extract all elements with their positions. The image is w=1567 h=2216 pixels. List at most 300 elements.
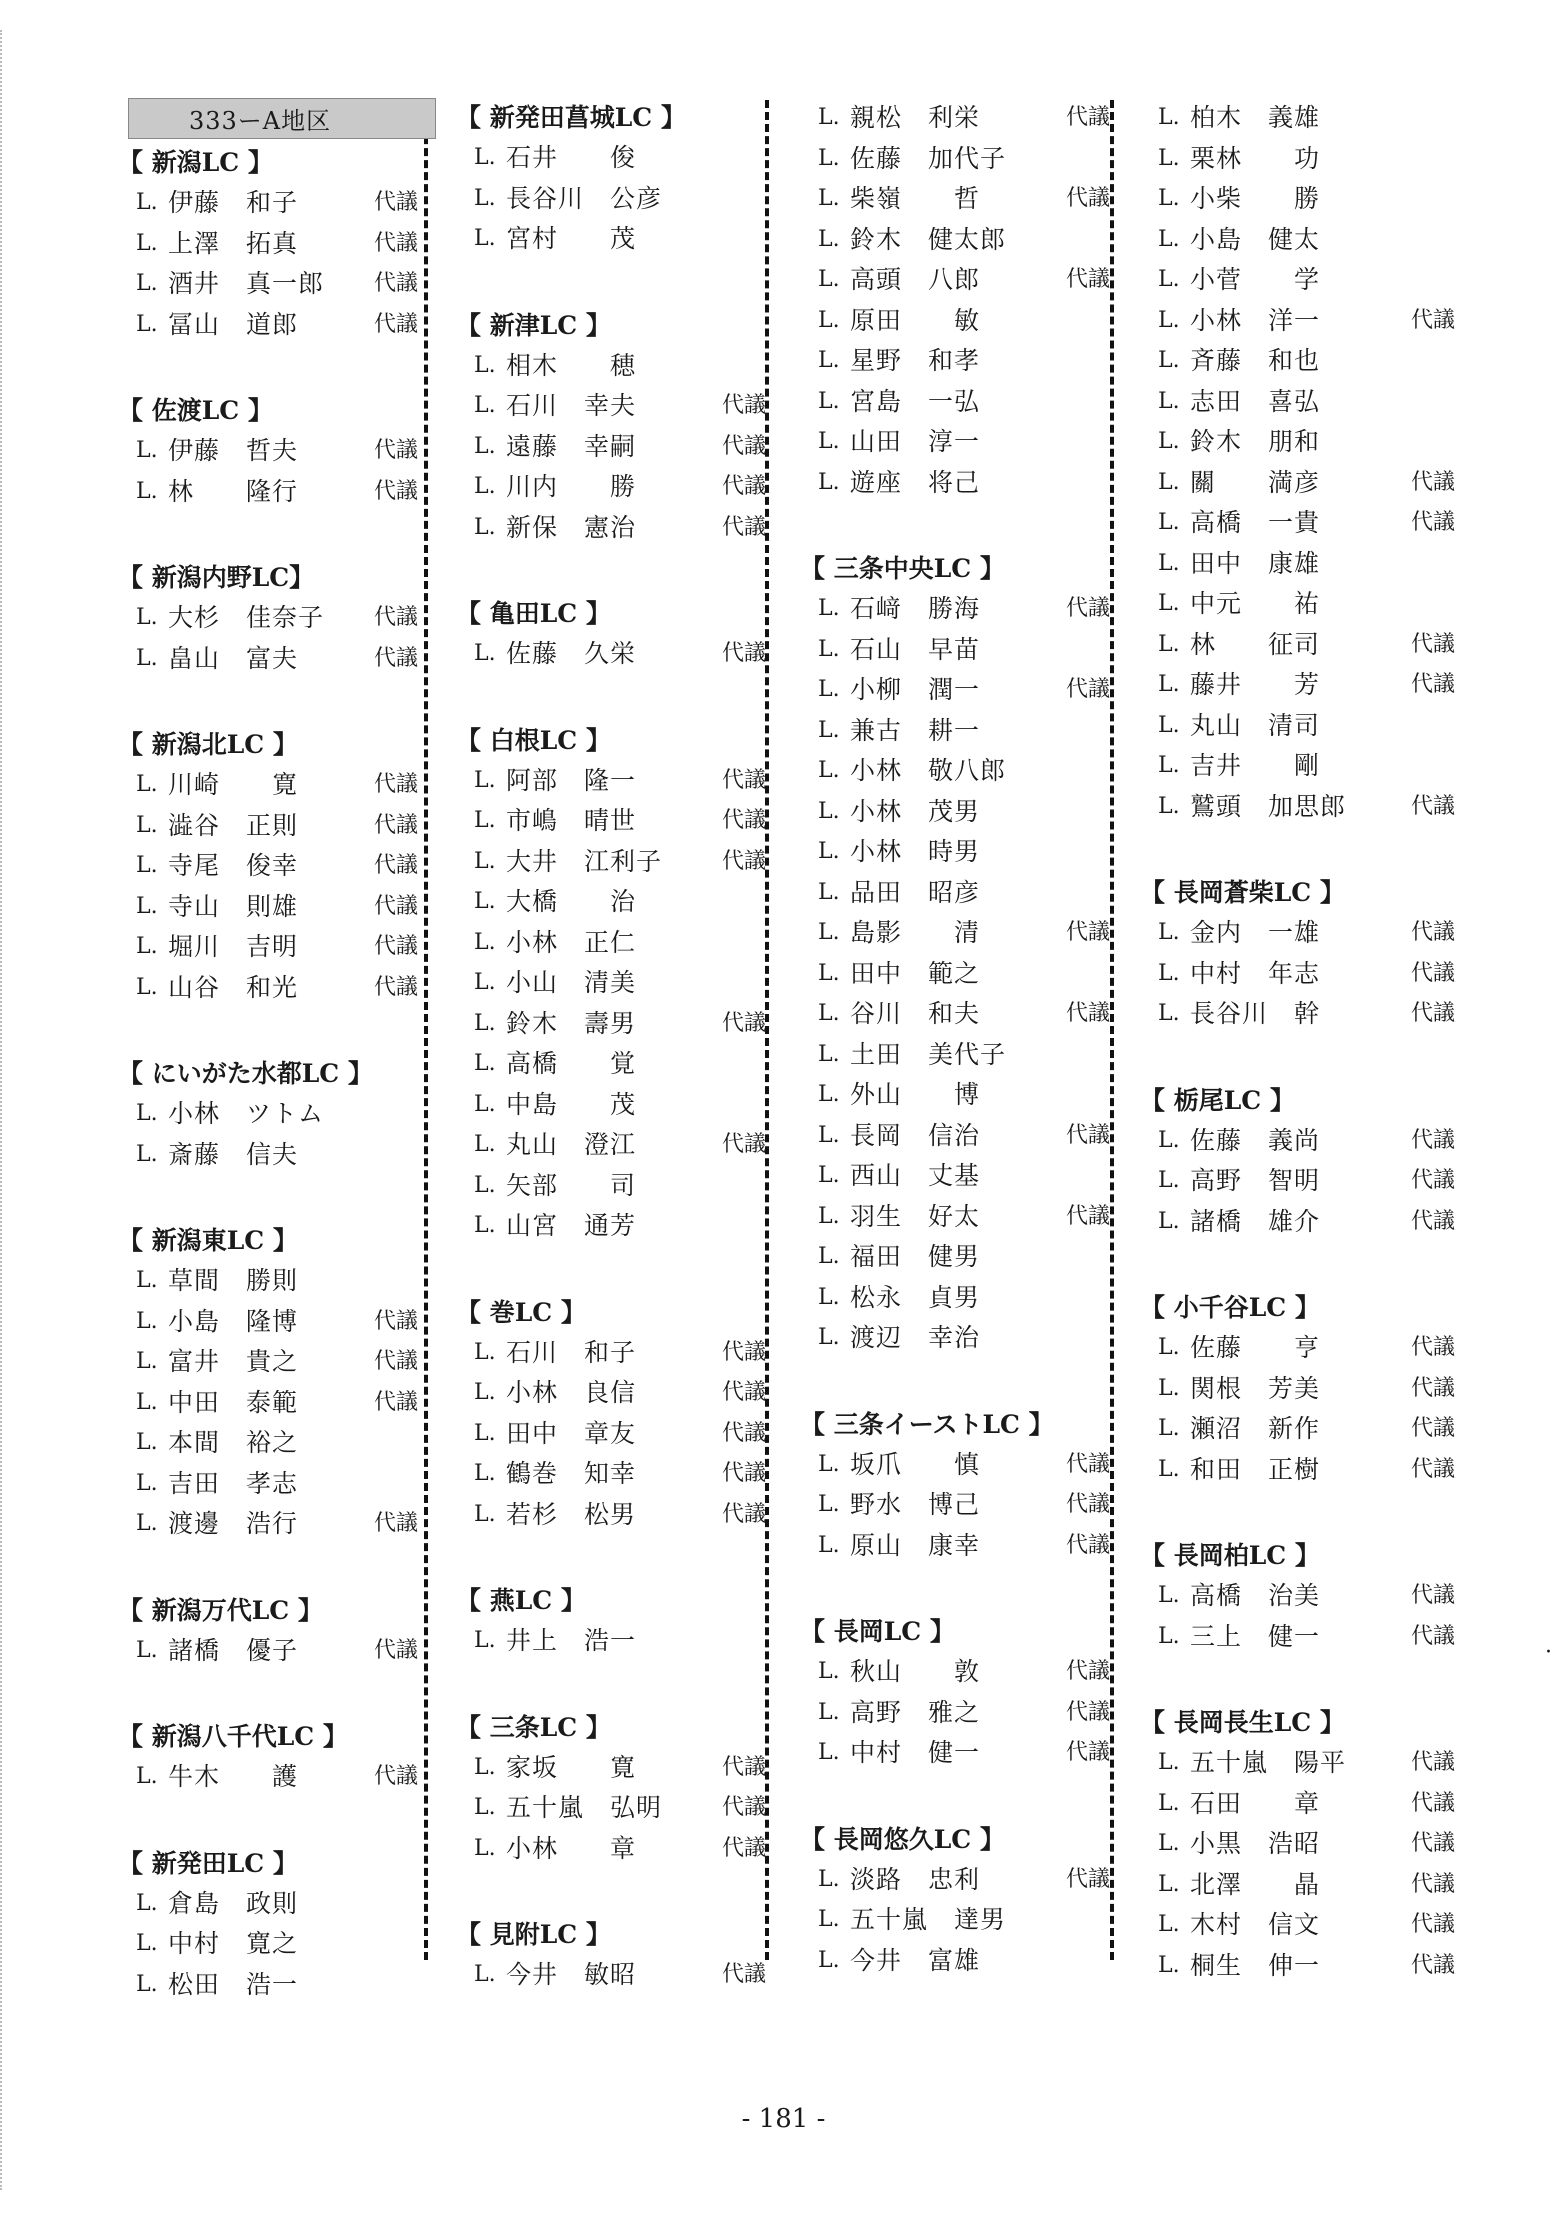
member-role: 代議 (1410, 1623, 1455, 1649)
member-prefix: L. (818, 307, 840, 333)
member-prefix: L. (136, 1268, 158, 1293)
member-name: 柴嶺 哲 (850, 184, 981, 213)
member-row (1140, 913, 1455, 954)
member-name: 鈴木 壽男 (506, 1008, 637, 1038)
member-name: 小林 ツトム (168, 1099, 325, 1128)
member-prefix: L. (474, 514, 496, 540)
member-name: 志田 喜弘 (1190, 386, 1321, 416)
member-role: 代議 (1410, 1208, 1455, 1234)
member-role: 代議 (721, 1132, 766, 1157)
member-name: 五十嵐 陽平 (1190, 1748, 1347, 1777)
member-row (456, 882, 766, 923)
member-role: 代議 (1065, 1740, 1110, 1765)
member-row (800, 1197, 1110, 1238)
member-row (118, 765, 418, 806)
member-prefix: L. (474, 929, 496, 955)
member-row (456, 923, 766, 964)
member-role: 代議 (1065, 1122, 1110, 1148)
member-prefix: L. (1158, 1952, 1180, 1978)
member-name: 田中 康雄 (1190, 548, 1321, 578)
member-prefix: L. (818, 677, 840, 702)
member-role: 代議 (1410, 631, 1455, 657)
member-name: 牛木 護 (168, 1762, 299, 1791)
member-prefix: L. (818, 267, 840, 292)
member-prefix: L. (1158, 631, 1180, 657)
member-prefix: L. (818, 1325, 840, 1350)
member-role: 代議 (373, 645, 418, 671)
member-row (118, 1464, 418, 1505)
member-row (118, 472, 418, 513)
member-name: 澁谷 正則 (168, 810, 299, 840)
member-name: 鈴木 健太郎 (850, 224, 1007, 254)
member-role: 代議 (1065, 677, 1110, 702)
member-role: 代議 (721, 1339, 766, 1365)
member-role: 代議 (1410, 1456, 1455, 1482)
member-row (1140, 1576, 1455, 1617)
member-prefix: L. (1158, 429, 1180, 454)
member-row (800, 422, 1110, 463)
club-section (456, 306, 766, 549)
club-section (1140, 873, 1455, 1035)
member-row (1140, 1161, 1455, 1202)
member-row (456, 634, 766, 675)
member-role: 代議 (721, 393, 766, 418)
member-prefix: L. (818, 1082, 840, 1107)
member-row (118, 1884, 418, 1925)
member-row (1140, 787, 1455, 828)
member-row (800, 670, 1110, 711)
scan-edge-mark (0, 30, 5, 2190)
member-role: 代議 (373, 1389, 418, 1415)
member-role: 代議 (1410, 1375, 1455, 1401)
member-role: 代議 (1410, 1871, 1455, 1897)
member-prefix: L. (1158, 960, 1180, 986)
member-name: 小島 健太 (1190, 224, 1321, 254)
member-row (456, 1748, 766, 1789)
member-name: 藤井 芳 (1190, 670, 1321, 699)
member-row (456, 1955, 766, 1996)
member-name: 野水 博己 (850, 1490, 981, 1519)
member-row (456, 1333, 766, 1374)
member-row (456, 1788, 766, 1829)
member-name: 小林 正仁 (506, 927, 637, 957)
member-row (800, 832, 1110, 873)
member-name: 畠山 富夫 (168, 643, 299, 673)
member-name: 田中 範之 (850, 958, 981, 988)
member-prefix: L. (1158, 1375, 1180, 1401)
member-row (800, 1075, 1110, 1116)
member-name: 小黒 浩昭 (1190, 1829, 1321, 1858)
member-name: 家坂 寛 (506, 1752, 637, 1782)
member-row (118, 183, 418, 224)
member-prefix: L. (818, 186, 840, 211)
member-name: 諸橋 優子 (168, 1635, 299, 1665)
member-prefix: L. (474, 1835, 496, 1861)
member-row (800, 1278, 1110, 1319)
member-role: 代議 (1410, 1750, 1455, 1775)
member-name: 島影 清 (850, 918, 981, 947)
club-section (456, 594, 766, 675)
member-prefix: L. (136, 1308, 158, 1334)
member-prefix: L. (474, 1132, 496, 1157)
member-name: 小林 敬八郎 (850, 756, 1007, 785)
member-prefix: L. (1158, 145, 1180, 171)
member-role: 代議 (721, 767, 766, 793)
member-name: 木村 信文 (1190, 1910, 1321, 1939)
member-row (118, 1302, 418, 1343)
member-row (800, 792, 1110, 833)
member-row (800, 630, 1110, 671)
member-name: 若杉 松男 (506, 1499, 637, 1529)
member-row (1140, 139, 1455, 180)
member-name: 松永 貞男 (850, 1282, 981, 1312)
member-prefix: L. (136, 1511, 158, 1536)
member-prefix: L. (818, 758, 840, 783)
member-row (456, 761, 766, 802)
member-row (800, 711, 1110, 752)
member-name: 山宮 通芳 (506, 1211, 637, 1240)
member-prefix: L. (818, 798, 840, 824)
member-name: 小林 良信 (506, 1378, 637, 1407)
member-prefix: L. (818, 960, 840, 986)
member-prefix: L. (1158, 388, 1180, 414)
member-role: 代議 (1065, 267, 1110, 292)
member-prefix: L. (136, 772, 158, 797)
club-name: 【 亀田LC 】 (456, 599, 611, 628)
member-row (800, 954, 1110, 995)
member-name: 草間 勝則 (168, 1266, 299, 1295)
member-role: 代議 (1410, 1583, 1455, 1608)
member-row (118, 968, 418, 1009)
member-row (118, 846, 418, 887)
member-prefix: L. (1158, 105, 1180, 130)
member-prefix: L. (1158, 186, 1180, 211)
member-prefix: L. (1158, 1001, 1180, 1026)
member-role: 代議 (721, 641, 766, 666)
member-prefix: L. (136, 1141, 158, 1167)
member-row (1140, 341, 1455, 382)
club-section (118, 1717, 418, 1798)
member-prefix: L. (1158, 348, 1180, 373)
member-name: 小菅 学 (1190, 265, 1321, 294)
member-prefix: L. (474, 889, 496, 914)
member-row (456, 1829, 766, 1870)
member-role: 代議 (1410, 1416, 1455, 1441)
member-name: 遠藤 幸嗣 (506, 431, 637, 461)
member-row (456, 963, 766, 1004)
member-row (456, 1373, 766, 1414)
club-section (118, 1591, 418, 1672)
member-name: 諸橋 雄介 (1190, 1206, 1321, 1236)
member-row (800, 1116, 1110, 1157)
member-row (1140, 1824, 1455, 1865)
member-prefix: L. (136, 478, 158, 504)
member-row (800, 463, 1110, 504)
member-prefix: L. (1158, 1208, 1180, 1234)
member-role: 代議 (1065, 1532, 1110, 1558)
member-prefix: L. (474, 226, 496, 251)
club-name: 【 佐渡LC 】 (118, 396, 273, 425)
member-name: 西山 丈基 (850, 1161, 981, 1190)
member-role: 代議 (373, 812, 418, 838)
member-role: 代議 (721, 1461, 766, 1486)
member-name: 中元 祐 (1190, 589, 1321, 618)
member-role: 代議 (1410, 510, 1455, 535)
member-role: 代議 (721, 433, 766, 459)
member-role: 代議 (1410, 1831, 1455, 1856)
member-role: 代議 (721, 1962, 766, 1987)
member-role: 代議 (721, 1835, 766, 1861)
member-prefix: L. (136, 645, 158, 671)
member-prefix: L. (1158, 1168, 1180, 1193)
member-name: 北澤 晶 (1190, 1869, 1321, 1899)
club-section (800, 1612, 1110, 1774)
member-row (118, 264, 418, 305)
member-role: 代議 (1410, 1790, 1455, 1816)
member-row (456, 508, 766, 549)
club-name: 【 新発田菖城LC 】 (456, 103, 686, 132)
member-name: 中田 泰範 (168, 1387, 299, 1417)
member-role: 代議 (1410, 672, 1455, 697)
member-name: 桐生 伸一 (1190, 1950, 1321, 1980)
member-prefix: L. (474, 1501, 496, 1527)
member-name: 松田 浩一 (168, 1969, 299, 1999)
member-prefix: L. (474, 1091, 496, 1117)
member-name: 石川 幸夫 (506, 391, 637, 420)
member-prefix: L. (818, 920, 840, 945)
member-prefix: L. (818, 226, 840, 252)
member-row (800, 589, 1110, 630)
member-row (1140, 954, 1455, 995)
member-row (456, 1621, 766, 1662)
member-name: 高橋 治美 (1190, 1581, 1321, 1610)
member-role: 代議 (1410, 1952, 1455, 1978)
member-name: 小柴 勝 (1190, 184, 1321, 213)
member-row (1140, 1328, 1455, 1369)
member-prefix: L. (474, 1962, 496, 1987)
club-section (800, 549, 1110, 1359)
member-name: 石井 俊 (506, 143, 637, 172)
member-prefix: L. (1158, 1623, 1180, 1649)
club-section (800, 98, 1110, 503)
member-role: 代議 (1410, 1127, 1455, 1153)
member-row (800, 751, 1110, 792)
member-role: 代議 (373, 1764, 418, 1789)
member-name: 高野 智明 (1190, 1166, 1321, 1195)
member-name: 三上 健一 (1190, 1621, 1321, 1651)
member-prefix: L. (818, 1284, 840, 1310)
club-name: 【 栃尾LC 】 (1140, 1085, 1295, 1115)
member-role: 代議 (373, 772, 418, 797)
member-row (456, 179, 766, 220)
club-name: 【 燕LC 】 (456, 1586, 586, 1615)
member-row (800, 873, 1110, 914)
member-prefix: L. (1158, 267, 1180, 292)
member-prefix: L. (1158, 793, 1180, 819)
member-name: 兼古 耕一 (850, 715, 981, 745)
member-name: 遊座 将己 (850, 467, 981, 497)
member-prefix: L. (474, 433, 496, 459)
member-row (456, 1454, 766, 1495)
member-prefix: L. (474, 970, 496, 995)
club-section (456, 1708, 766, 1870)
member-name: 中村 年志 (1190, 958, 1321, 988)
member-name: 中村 健一 (850, 1738, 981, 1767)
member-prefix: L. (1158, 1871, 1180, 1897)
member-row (456, 1206, 766, 1247)
member-prefix: L. (474, 1420, 496, 1446)
column-1 (118, 98, 418, 2051)
member-prefix: L. (1158, 1912, 1180, 1937)
member-row (800, 1445, 1110, 1486)
member-prefix: L. (474, 185, 496, 211)
member-role: 代議 (373, 974, 418, 1000)
member-row (1140, 665, 1455, 706)
member-name: 川内 勝 (506, 472, 637, 501)
column-3 (800, 98, 1110, 2027)
member-prefix: L. (474, 641, 496, 666)
member-prefix: L. (136, 1931, 158, 1956)
member-row (1140, 584, 1455, 625)
member-row (1140, 1617, 1455, 1658)
member-prefix: L. (474, 352, 496, 378)
member-name: 上澤 拓真 (168, 228, 299, 258)
club-section (118, 725, 418, 1008)
member-prefix: L. (1158, 550, 1180, 576)
member-row (800, 1733, 1110, 1774)
member-role: 代議 (373, 1511, 418, 1536)
club-name: 【 新潟内野LC】 (118, 563, 315, 592)
member-row (800, 994, 1110, 1035)
member-prefix: L. (818, 145, 840, 171)
member-role: 代議 (373, 311, 418, 337)
member-prefix: L. (136, 605, 158, 630)
member-role: 代議 (721, 808, 766, 833)
member-row (800, 1693, 1110, 1734)
member-row (800, 1156, 1110, 1197)
member-row (456, 1166, 766, 1207)
member-row (118, 639, 418, 680)
member-role: 代議 (1065, 1451, 1110, 1477)
member-row (1140, 1743, 1455, 1784)
member-prefix: L. (1158, 1335, 1180, 1360)
member-row (456, 386, 766, 427)
member-row (800, 1526, 1110, 1567)
member-prefix: L. (474, 1213, 496, 1238)
member-name: 親松 利栄 (850, 103, 981, 132)
member-row (1140, 98, 1455, 139)
club-name: 【 三条中央LC 】 (800, 554, 1005, 583)
member-prefix: L. (818, 105, 840, 130)
club-name: 【 新潟万代LC 】 (118, 1595, 323, 1625)
member-name: 山谷 和光 (168, 972, 299, 1002)
member-prefix: L. (818, 1947, 840, 1973)
scan-artifact: · (1545, 1640, 1552, 1665)
member-row (800, 1318, 1110, 1359)
member-prefix: L. (818, 1451, 840, 1477)
member-role: 代議 (1065, 1203, 1110, 1229)
club-name: 【 長岡長生LC 】 (1140, 1708, 1345, 1737)
member-name: 佐藤 加代子 (850, 143, 1007, 173)
club-name: 【 巻LC 】 (456, 1297, 586, 1327)
member-row (800, 260, 1110, 301)
member-prefix: L. (136, 934, 158, 959)
club-section (118, 1844, 418, 2006)
member-name: 斎藤 信夫 (168, 1139, 299, 1169)
member-row (1140, 544, 1455, 585)
member-name: 小山 清美 (506, 968, 637, 997)
member-name: 渡邊 浩行 (168, 1509, 299, 1538)
club-name: 【 見附LC 】 (456, 1920, 611, 1949)
member-role: 代議 (373, 853, 418, 878)
club-name: 【 長岡LC 】 (800, 1617, 955, 1646)
member-row (1140, 1369, 1455, 1410)
member-role: 代議 (1065, 1001, 1110, 1026)
member-row (800, 301, 1110, 342)
member-prefix: L. (1158, 672, 1180, 697)
member-role: 代議 (373, 190, 418, 215)
member-row (1140, 1784, 1455, 1825)
member-name: 小林 洋一 (1190, 305, 1321, 335)
member-prefix: L. (818, 1244, 840, 1269)
member-prefix: L. (818, 636, 840, 662)
member-row (1140, 1409, 1455, 1450)
member-prefix: L. (1158, 1456, 1180, 1482)
member-row (800, 1485, 1110, 1526)
member-name: 林 征司 (1190, 629, 1321, 659)
column-divider (424, 100, 428, 1960)
member-role: 代議 (721, 1420, 766, 1446)
member-prefix: L. (136, 1637, 158, 1663)
member-prefix: L. (818, 1163, 840, 1188)
member-name: 五十嵐 達男 (850, 1905, 1007, 1934)
member-row (800, 220, 1110, 261)
member-name: 谷川 和夫 (850, 999, 981, 1028)
club-name: 【 三条LC 】 (456, 1712, 611, 1742)
member-name: 佐藤 久栄 (506, 639, 637, 668)
member-prefix: L. (818, 469, 840, 495)
member-prefix: L. (818, 1492, 840, 1517)
member-name: 高頭 八郎 (850, 265, 981, 294)
member-role: 代議 (373, 230, 418, 256)
member-prefix: L. (474, 1628, 496, 1653)
member-row (1140, 422, 1455, 463)
member-name: 佐藤 亨 (1190, 1333, 1321, 1362)
member-name: 石川 和子 (506, 1337, 637, 1367)
member-name: 林 隆行 (168, 476, 299, 506)
club-section (118, 558, 418, 679)
member-prefix: L. (818, 1122, 840, 1148)
member-name: 中村 寛之 (168, 1929, 299, 1958)
member-name: 金内 一雄 (1190, 918, 1321, 947)
member-name: 小柳 潤一 (850, 675, 981, 704)
club-name: 【 新潟八千代LC 】 (118, 1722, 348, 1751)
club-section (456, 1915, 766, 1996)
member-prefix: L. (818, 1001, 840, 1026)
member-prefix: L. (1158, 1583, 1180, 1608)
member-prefix: L. (1158, 510, 1180, 535)
member-row (118, 1423, 418, 1464)
member-name: 原山 康幸 (850, 1530, 981, 1560)
member-prefix: L. (474, 393, 496, 418)
member-row (456, 1044, 766, 1085)
member-name: 大杉 佳奈子 (168, 603, 325, 632)
club-section (456, 1293, 766, 1536)
member-prefix: L. (474, 1010, 496, 1036)
member-name: 中島 茂 (506, 1089, 637, 1119)
member-prefix: L. (818, 879, 840, 905)
member-row (1140, 260, 1455, 301)
